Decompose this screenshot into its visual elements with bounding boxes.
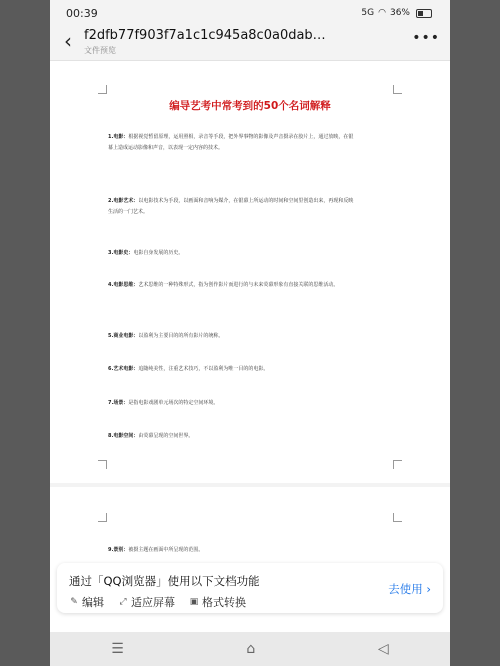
go-use-button[interactable]: 去使用 › [388,582,431,596]
status-icons [361,8,432,18]
document-page-2 [50,487,450,637]
menu-icon[interactable]: ☰ [111,641,124,657]
convert-icon: ▣ [189,597,199,607]
feature-label: 格式转换 [202,596,246,609]
entry [108,364,358,375]
home-icon[interactable]: ⌂ [246,641,256,657]
entry-text: 追随纯美性，注重艺术技巧，不以盈利为唯一目的的电影。 [138,366,269,372]
entry-term: 2.电影艺术： [108,198,139,204]
entry-text: 以盈利为主要目的的所有影片的统称。 [138,333,224,339]
entry [108,398,358,409]
entry-text: 电影自身发展的历史。 [133,250,184,256]
entry-text: 是指电影戏剧单元场次的特定空间环境。 [128,400,219,406]
feature-edit[interactable] [69,594,104,610]
feature-label: 适应屏幕 [131,596,175,609]
crop-mark [393,513,402,522]
entry [108,331,358,342]
network-icon: 5G [361,8,375,18]
entry [108,248,358,259]
banner-message: 通过「QQ浏览器」使用以下文档功能 [69,574,260,588]
title-bar [50,26,450,61]
qq-browser-banner[interactable] [57,563,443,613]
battery-text: 36% [389,8,410,18]
wifi-icon: ◠ [378,8,386,18]
feature-format-convert[interactable] [189,594,246,610]
more-menu-icon[interactable]: ••• [412,30,440,46]
entry [108,431,358,442]
document-viewer[interactable] [50,61,450,631]
system-nav-bar [50,632,450,666]
fit-screen-icon: ⤢ [119,597,127,607]
entry-text: 被摄主题在画面中所呈现的范围。 [128,547,204,553]
entry-term: 4.电影思维： [108,282,139,288]
crop-mark [393,85,402,94]
crop-mark [393,460,402,469]
entry [108,196,358,218]
edit-icon: ✎ [70,597,78,607]
entry-text: 由荧幕呈现的空间世界。 [138,433,194,439]
battery-icon [416,9,432,18]
crop-mark [98,460,107,469]
entry [108,132,358,154]
entry [108,280,358,291]
crop-mark [98,85,107,94]
crop-mark [98,513,107,522]
entry-term: 1.电影： [108,134,129,140]
file-subtitle: 文件预览 [84,46,116,55]
entry-term: 9.景别： [108,547,129,553]
entry-term: 3.电影史： [108,250,134,256]
document-title: 编导艺考中常考到的50个名词解释 [169,100,331,112]
banner-features [69,594,246,610]
entry-term: 5.商业电影： [108,333,139,339]
feature-label: 编辑 [82,596,104,609]
document-page-1 [50,61,450,483]
entry-text: 根据视觉暂留原理，运用照相，录音等手段，把外界事物的影像及声音摄录在胶片上，通过放映，在银幕上造成运动影像和声音，以表现一定内容的技术。 [108,134,354,151]
entry-text: 以电影技术为手段，以画面和音响为媒介，在银幕上所运动的时间和空间里创造出来，再现和反映生活的一门艺术。 [108,198,354,215]
clock: 00:39 [66,6,98,20]
status-bar [50,0,450,26]
phone-screen [50,0,450,666]
back-triangle-icon[interactable]: ◁ [377,641,389,657]
entry-term: 8.电影空间： [108,433,139,439]
entry-term: 7.场景： [108,400,129,406]
back-chevron-icon[interactable]: ‹ [64,29,72,53]
entry [108,545,358,556]
file-title: f2dfb77f903f7a1c1c945a8c0a0dab… [84,28,326,43]
entry-term: 6.艺术电影： [108,366,139,372]
feature-fit-screen[interactable] [118,594,175,610]
entry-text: 艺术思维的一种特殊形式，指为创作影片而进行的与未来荧幕形象有直接关联的思维活动。 [138,282,339,288]
